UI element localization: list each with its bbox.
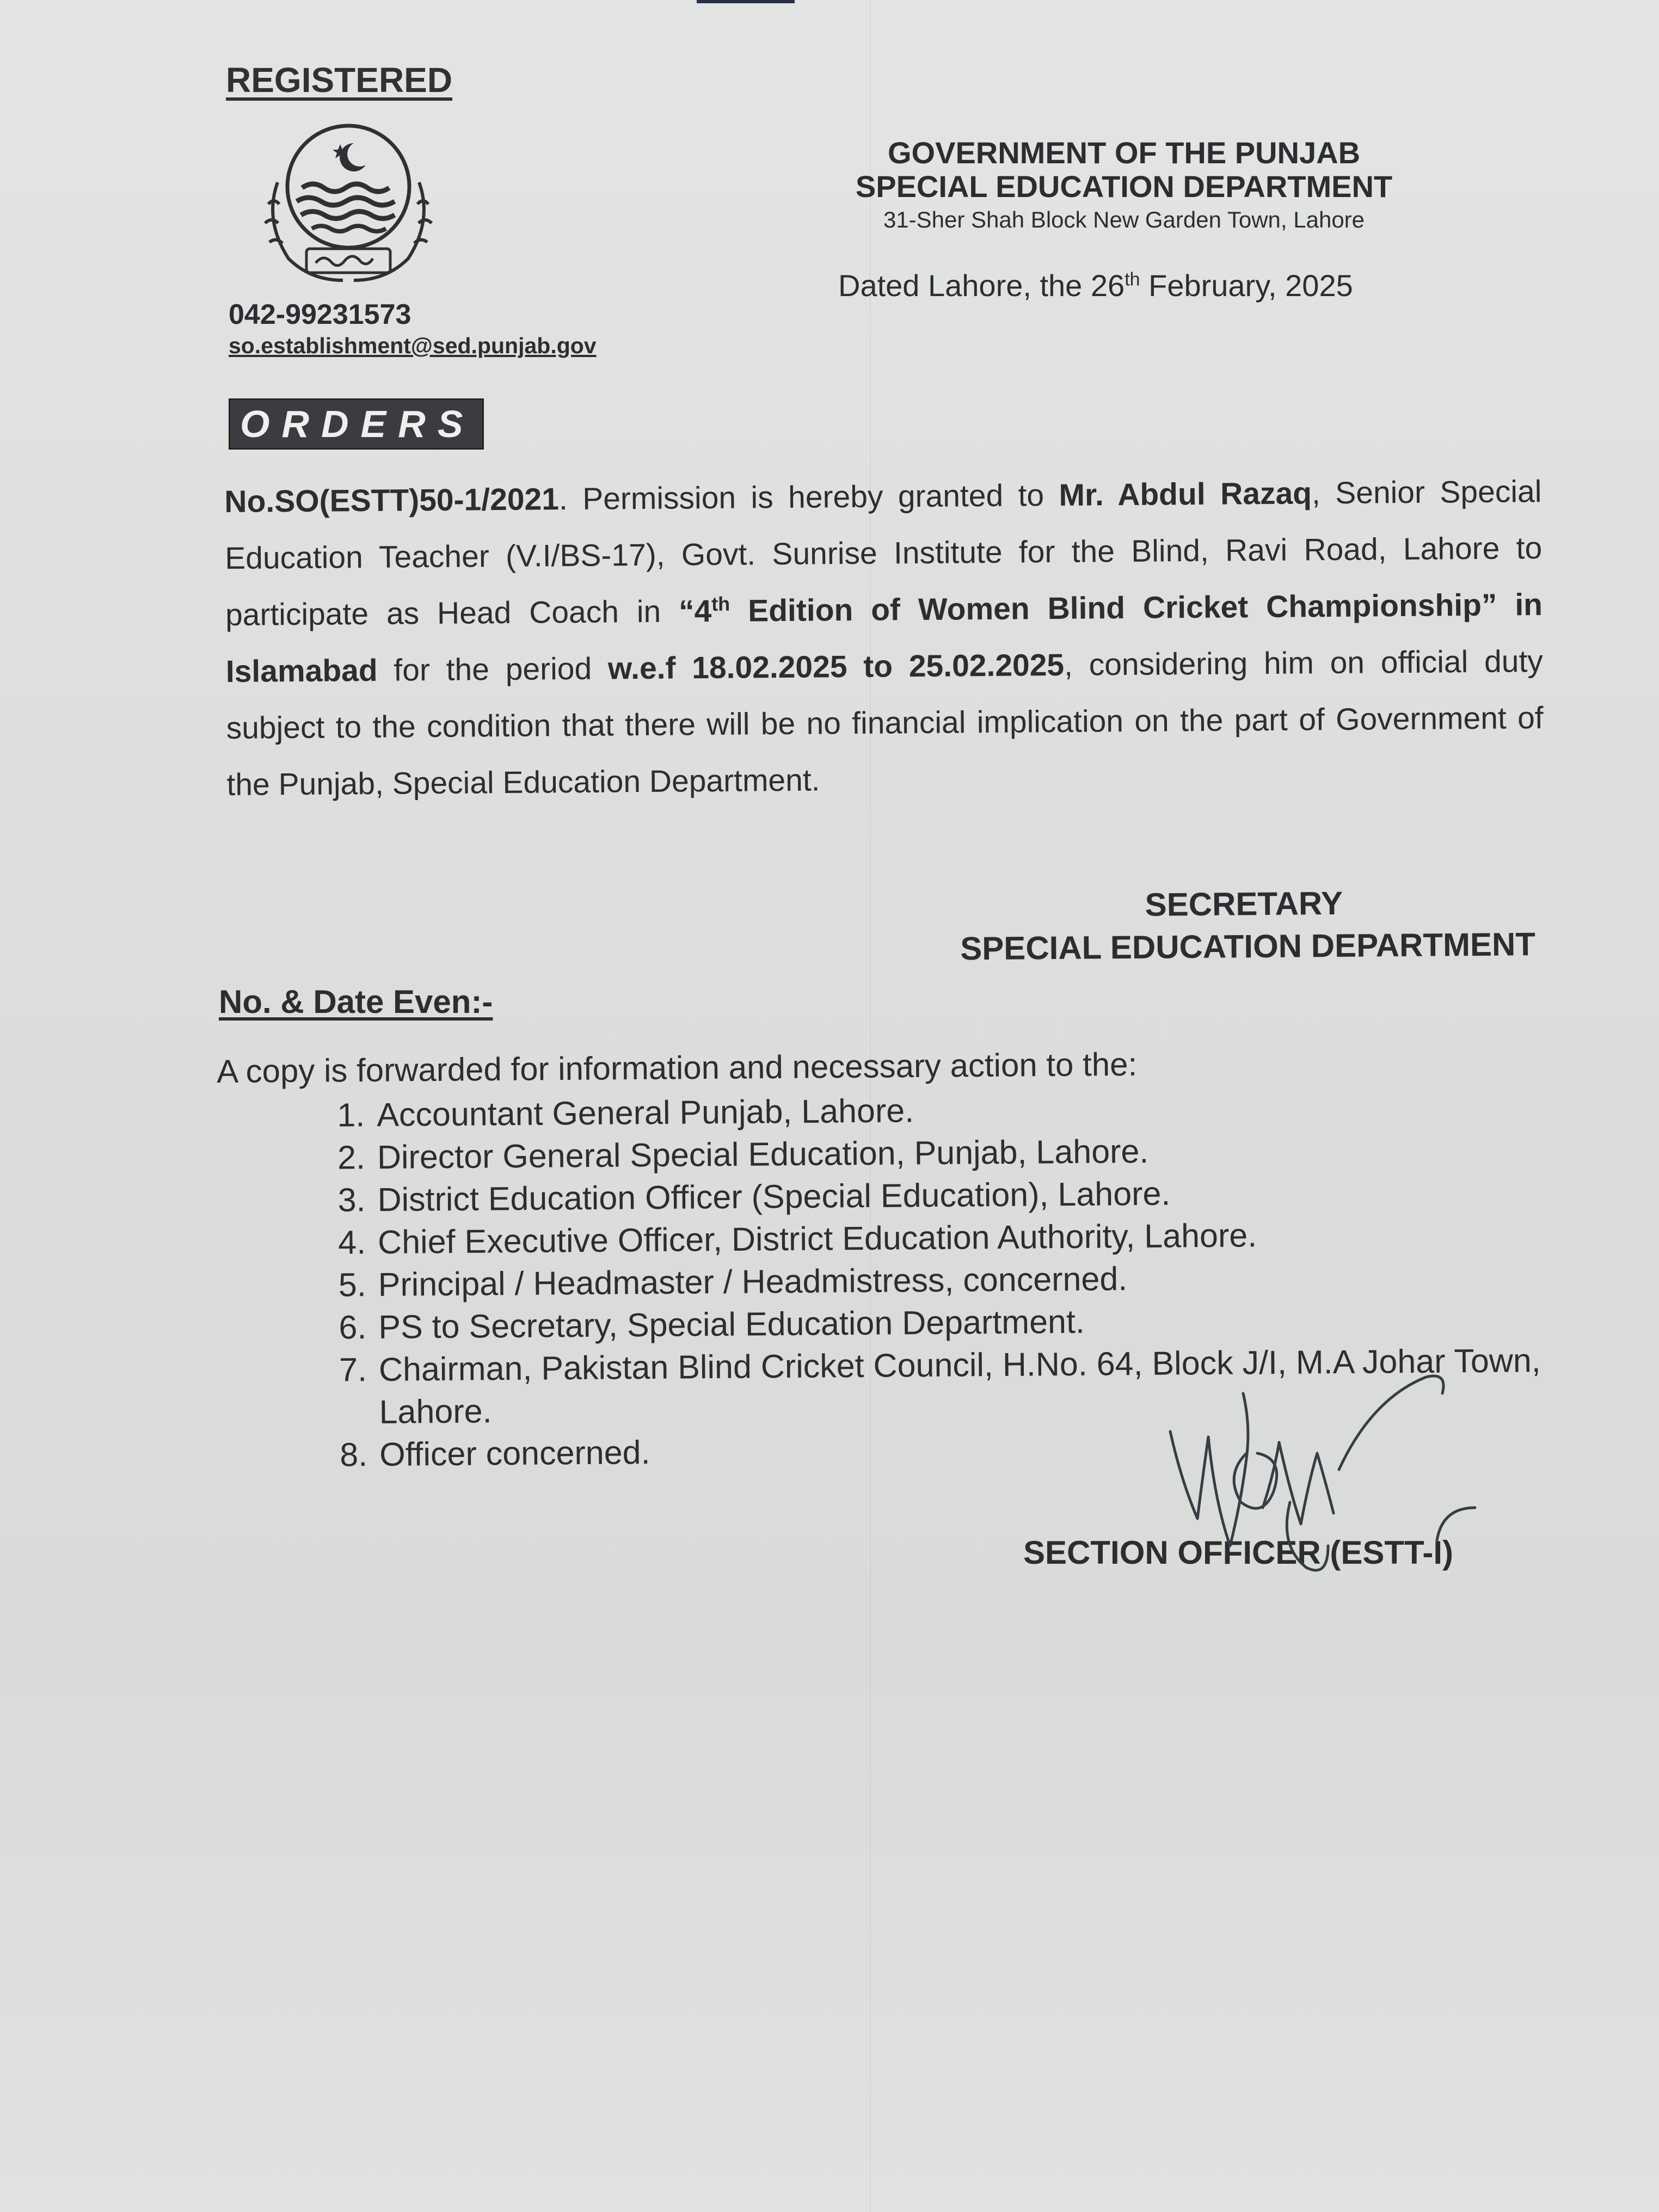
list-item-number: 8. bbox=[340, 1436, 368, 1473]
event-prefix: “4 bbox=[678, 593, 712, 629]
order-text-4: , considering him on official duty subject to the condition that there will be no financial implication on the part of Government of the Punjab, Special Education Department. bbox=[226, 643, 1544, 802]
order-number: No.SO(ESTT)50-1/2021 bbox=[224, 482, 560, 519]
order-text-3: for the period bbox=[377, 651, 609, 688]
list-item-number: 6. bbox=[339, 1308, 367, 1346]
list-item-text: Principal / Headmaster / Headmistress, concerned. bbox=[378, 1260, 1128, 1303]
event-suffix: Edition of Women Blind Cricket Championship” in Islamabad bbox=[225, 587, 1543, 689]
secretary-department: SPECIAL EDUCATION DEPARTMENT bbox=[960, 925, 1536, 967]
list-item-text: District Education Officer (Special Education), Lahore. bbox=[377, 1175, 1171, 1218]
handwritten-signature bbox=[1154, 1328, 1502, 1600]
secretary-title: SECRETARY bbox=[1145, 884, 1343, 923]
punjab-emblem-logo bbox=[242, 122, 454, 288]
section-officer-title: SECTION OFFICER (ESTT-I) bbox=[1023, 1534, 1453, 1571]
dated-sup: th bbox=[1125, 269, 1140, 290]
list-item-text: PS to Secretary, Special Education Department. bbox=[378, 1302, 1085, 1345]
phone-number: 042-99231573 bbox=[229, 299, 411, 330]
list-item-number: 2. bbox=[337, 1139, 366, 1176]
copy-forward-intro: A copy is forwarded for information and necessary action to the: bbox=[217, 1046, 1138, 1090]
list-item-text: Accountant General Punjab, Lahore. bbox=[377, 1092, 914, 1133]
order-text-2: , Senior Special Education Teacher (V.I/BS-17), Govt. Sunrise Institute for the Blind, Ravi Road, Lahore to participate as Head Coach in bbox=[224, 474, 1543, 632]
no-date-even-heading: No. & Date Even:- bbox=[219, 984, 493, 1020]
list-item-number: 1. bbox=[337, 1096, 365, 1134]
order-text-1: . Permission is hereby granted to bbox=[558, 477, 1059, 517]
address-line: 31-Sher Shah Block New Garden Town, Lahore bbox=[883, 207, 1365, 232]
registered-label: REGISTERED bbox=[226, 60, 453, 100]
list-item-text: Chairman, Pakistan Blind Cricket Council, H.No. 64, Block J/I, M.A Johar Town, Lahore. bbox=[378, 1342, 1541, 1430]
order-period: w.e.f 18.02.2025 to 25.02.2025 bbox=[607, 647, 1065, 686]
top-edge-shadow bbox=[697, 0, 795, 3]
email-link[interactable]: so.establishment@sed.punjab.gov bbox=[229, 333, 597, 358]
list-item-text: Director General Special Education, Punjab, Lahore. bbox=[377, 1132, 1149, 1176]
list-item-number: 5. bbox=[338, 1266, 367, 1304]
secretary-block bbox=[871, 881, 1535, 971]
letterhead-block bbox=[784, 136, 1464, 236]
dated-line bbox=[838, 268, 1353, 303]
list-item-number: 3. bbox=[337, 1181, 366, 1219]
dated-suffix: February, 2025 bbox=[1140, 268, 1353, 303]
dated-prefix: Dated Lahore, the 26 bbox=[838, 268, 1125, 303]
org-line-1: GOVERNMENT OF THE PUNJAB bbox=[887, 136, 1361, 170]
org-line-2: SPECIAL EDUCATION DEPARTMENT bbox=[855, 169, 1393, 204]
list-item-number: 7. bbox=[339, 1351, 367, 1388]
list-item-number: 4. bbox=[338, 1224, 366, 1261]
list-item-text: Officer concerned. bbox=[379, 1434, 650, 1473]
order-body bbox=[224, 463, 1544, 813]
orders-badge: ORDERS bbox=[229, 398, 484, 450]
grantee-name: Mr. Abdul Razaq bbox=[1059, 476, 1312, 513]
list-item-text: Chief Executive Officer, District Education Authority, Lahore. bbox=[377, 1216, 1257, 1261]
event-sup: th bbox=[711, 592, 730, 615]
